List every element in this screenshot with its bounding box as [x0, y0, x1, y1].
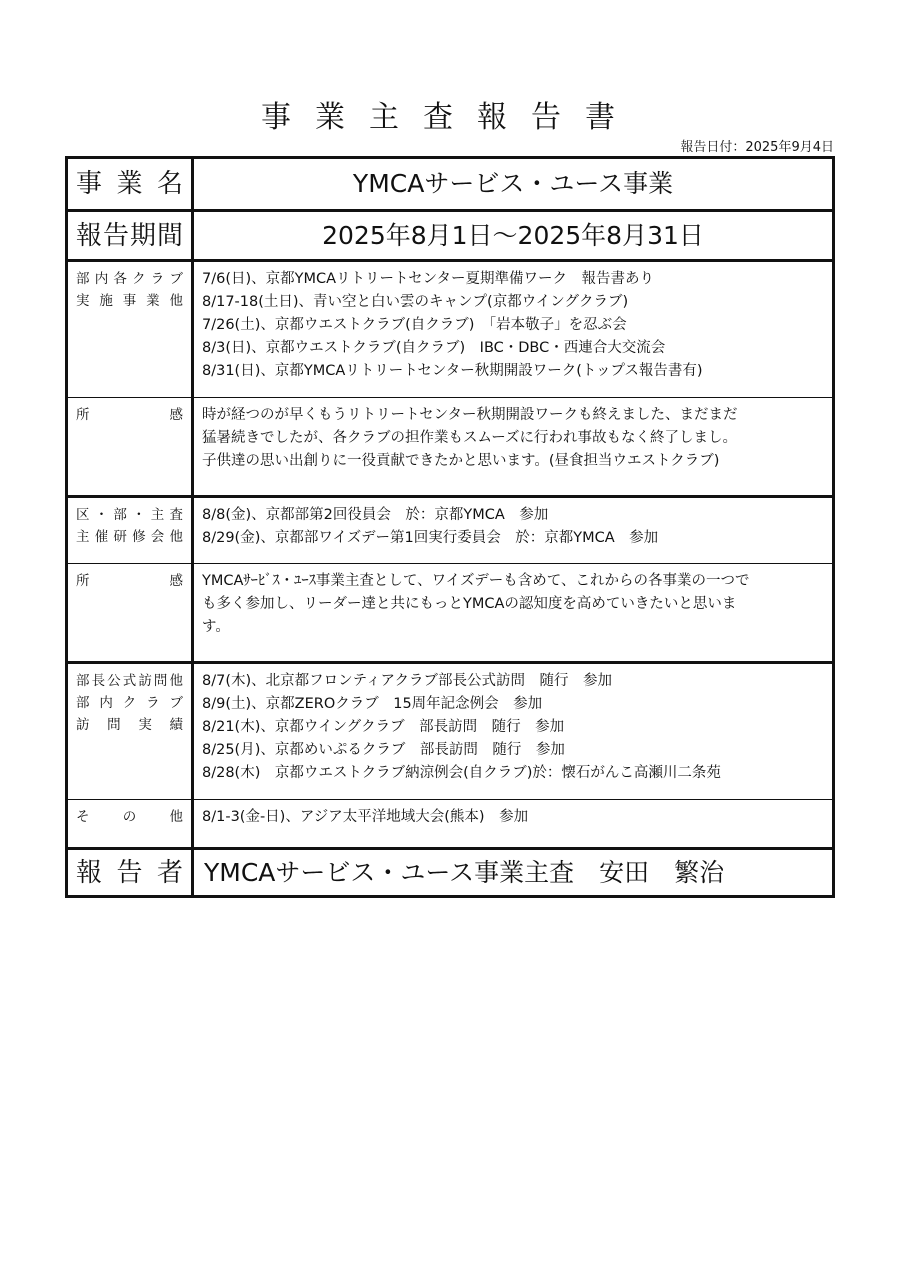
label-line: その他 — [76, 809, 183, 825]
reporter-row — [68, 847, 832, 895]
district-activities-content — [194, 498, 832, 563]
club-impressions-label — [68, 398, 194, 495]
visit-line: 8/25(月)、京都めいぷるクラブ 部長訪問 随行 参加 — [202, 742, 565, 758]
other-content — [194, 800, 832, 847]
other-label — [68, 800, 194, 847]
reporter-label-text: 報告者 — [76, 857, 183, 888]
district-activities-row — [68, 495, 832, 563]
district-activities-label — [68, 498, 194, 563]
label-line: 部内各クラブ — [76, 271, 183, 287]
reporter-value: YMCAサービス・ユース事業主査 安田 繁治 — [204, 857, 725, 887]
activity-line: 8/8(金)、京都部第2回役員会 於：京都YMCA 参加 — [202, 507, 549, 523]
district-impressions-label — [68, 564, 194, 661]
impression-line: 子供達の思い出創りに一役貢献できたかと思います。(昼食担当ウエストクラブ) — [202, 453, 720, 469]
other-line: 8/1-3(金-日)、アジア太平洋地域大会(熊本) 参加 — [202, 809, 529, 825]
impression-line: 猛暑続きでしたが、各クラブの担作業もスムーズに行われ事故もなく終了しまし。 — [202, 430, 738, 446]
business-name-label — [68, 159, 194, 209]
visit-line: 8/7(木)、北京都フロンティアクラブ部長公式訪問 随行 参加 — [202, 673, 613, 689]
visits-row — [68, 661, 832, 799]
report-period-label — [68, 212, 194, 259]
club-activities-content — [194, 262, 832, 397]
activity-line: 8/29(金)、京都部ワイズデー第1回実行委員会 於：京都YMCA 参加 — [202, 530, 659, 546]
district-impressions-row — [68, 563, 832, 661]
club-impressions-row — [68, 397, 832, 495]
activity-line: 7/26(土)、京都ウエストクラブ(自クラブ) 「岩本敬子」を忍ぶ会 — [202, 317, 627, 333]
label-line: 所感 — [76, 407, 183, 423]
label-line: 部長公式訪問他 — [76, 673, 183, 689]
report-period-row — [68, 209, 832, 259]
business-name-label-text: 事業名 — [76, 169, 183, 199]
label-line: 部内クラブ — [76, 695, 183, 711]
impression-line: 時が経つのが早くもうリトリートセンター秋期開設ワークも終えました、まだまだ — [202, 407, 738, 423]
other-row — [68, 799, 832, 847]
visit-line: 8/21(木)、京都ウイングクラブ 部長訪問 随行 参加 — [202, 719, 565, 735]
report-period-value: 2025年8月1日～2025年8月31日 — [322, 220, 704, 250]
club-activities-label — [68, 262, 194, 397]
impression-line: YMCAｻｰﾋﾞｽ・ﾕｰｽ事業主査として、ワイズデーも含めて、これからの各事業の一つで — [202, 573, 750, 589]
reporter-label — [68, 850, 194, 895]
report-period-label-text: 報告期間 — [76, 220, 183, 251]
visits-label — [68, 664, 194, 799]
label-line: 実施事業他 — [76, 293, 183, 309]
club-impressions-content — [194, 398, 832, 495]
label-line: 訪問実績 — [76, 717, 183, 733]
activity-line: 8/17-18(土日)、青い空と白い雲のキャンプ(京都ウイングクラブ) — [202, 294, 629, 310]
club-activities-row — [68, 259, 832, 397]
activity-line: 7/6(日)、京都YMCAリトリートセンター夏期準備ワーク 報告書あり — [202, 271, 655, 287]
report-table — [65, 156, 835, 898]
business-name-value: YMCAサービス・ユース事業 — [352, 169, 674, 198]
activity-line: 8/31(日)、京都YMCAリトリートセンター秋期開設ワーク(トップス報告書有) — [202, 363, 703, 379]
visits-content — [194, 664, 832, 799]
impression-line: す。 — [202, 619, 230, 635]
label-line: 区・部・主査 — [76, 507, 183, 523]
activity-line: 8/3(日)、京都ウエストクラブ(自クラブ) IBC・DBC・西連合大交流会 — [202, 340, 666, 356]
business-name-row — [68, 159, 832, 209]
district-impressions-content — [194, 564, 832, 661]
impression-line: も多く参加し、リーダー達と共にもっとYMCAの認知度を高めていきたいと思いま — [202, 596, 737, 612]
report-date: 報告日付：2025年9月4日 — [680, 140, 834, 155]
label-line: 所感 — [76, 573, 183, 589]
visit-line: 8/28(木) 京都ウエストクラブ納涼例会(自クラブ)於：懐石がんこ高瀬川二条苑 — [202, 765, 721, 781]
label-line: 主催研修会他 — [76, 529, 183, 545]
document-title: 事業主査報告書 — [261, 100, 639, 135]
visit-line: 8/9(土)、京都ZEROクラブ 15周年記念例会 参加 — [202, 696, 543, 712]
